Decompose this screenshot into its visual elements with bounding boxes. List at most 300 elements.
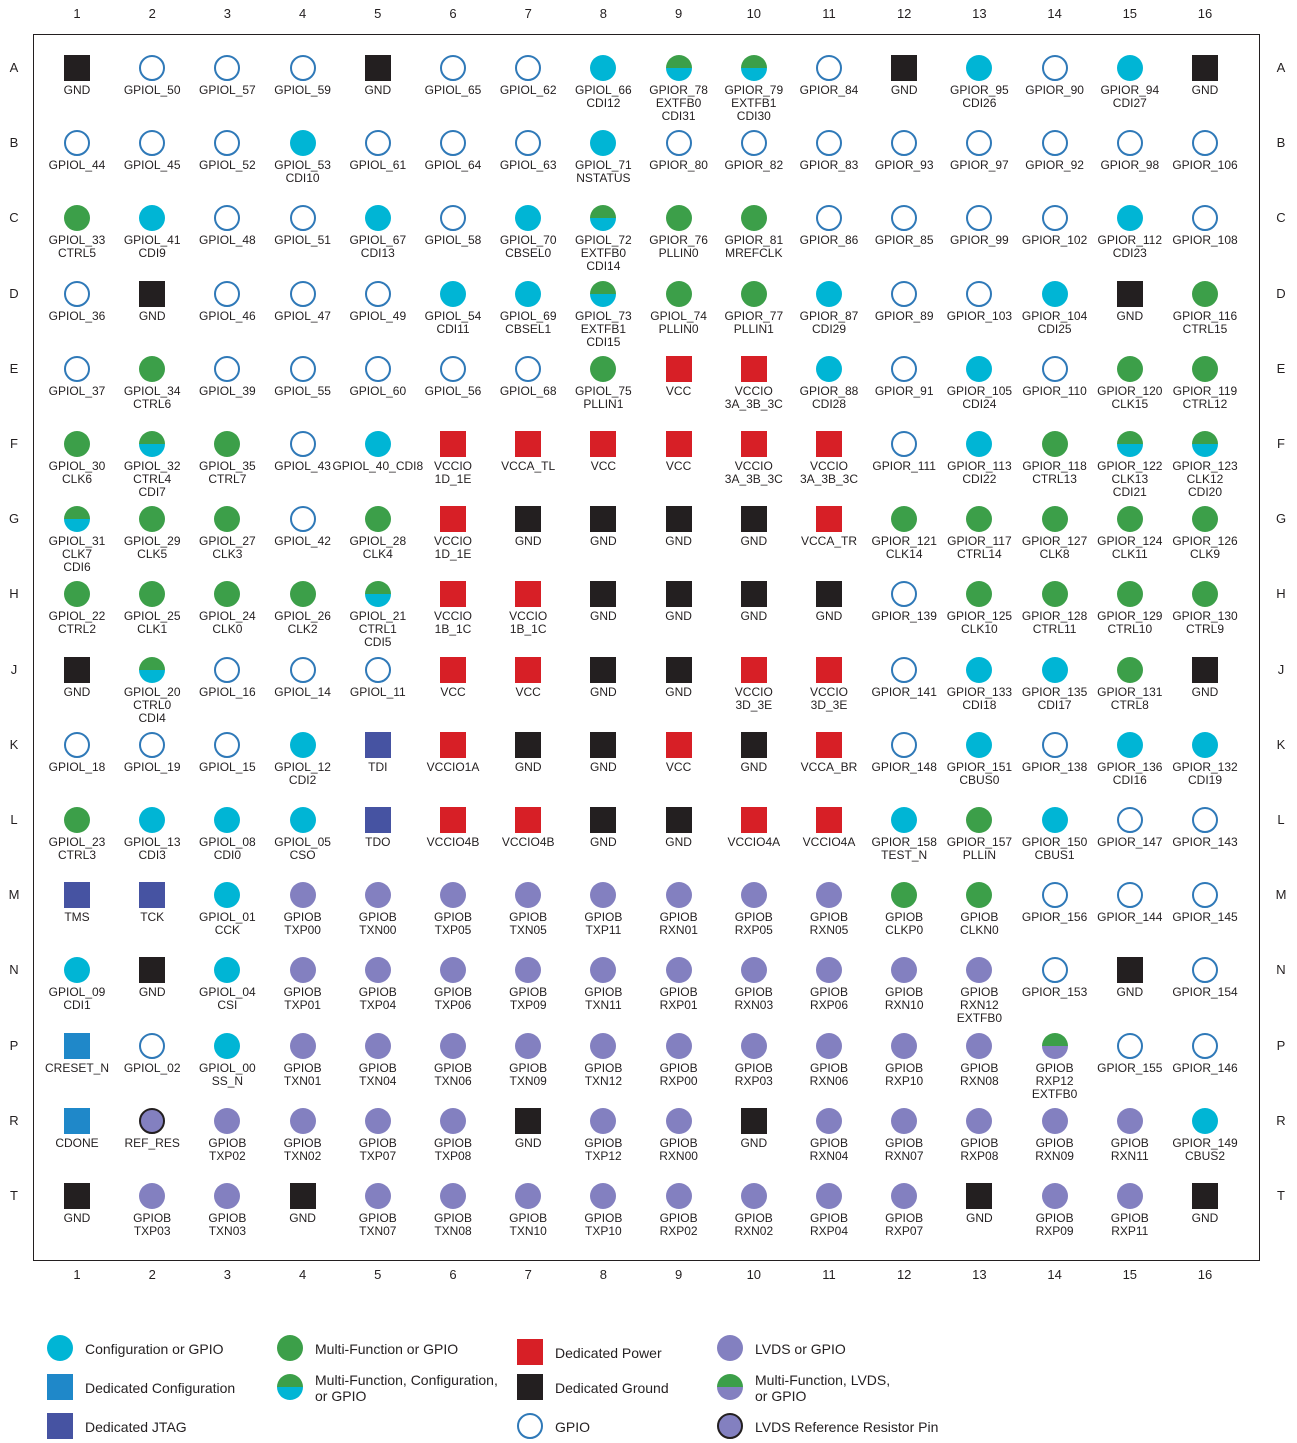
pin-circle-marker	[891, 581, 917, 607]
pin-circle-marker	[1192, 1108, 1218, 1134]
pin-label-line: GPIOL_05	[274, 835, 331, 849]
pin-label-line: CTRL12	[1182, 396, 1228, 411]
pin-label-line: GPIOB	[734, 910, 773, 925]
pin-circle-marker	[816, 1183, 842, 1209]
legend-label-line: Multi-Function, LVDS,	[755, 1372, 891, 1388]
pin-label-line: CDI5	[364, 635, 392, 650]
pin-label-line: CTRL10	[1107, 622, 1153, 637]
pin-label-line: GPIOB	[1035, 1211, 1074, 1225]
pin-label-line: GPIOR_112	[1097, 233, 1163, 248]
pin-circle-marker	[214, 957, 240, 983]
pin-square-marker	[741, 356, 767, 382]
pin-label-line: GPIOB	[885, 1135, 924, 1150]
pin-circle-marker	[741, 205, 767, 231]
pin-circle-marker	[440, 205, 466, 231]
pin-label-line: GPIOL_47	[274, 308, 331, 323]
pin-label-line: GPIOR_80	[649, 158, 708, 173]
pin-circle-marker	[666, 882, 692, 908]
pin-T16	[1165, 1183, 1245, 1253]
pin-label-line: GPIOL_30	[48, 459, 106, 473]
row-label-left: H	[9, 586, 19, 602]
pin-label-line: GPIOL_32	[123, 459, 181, 473]
pin-label-line: EXTFB0	[580, 246, 627, 261]
legend-label	[85, 1380, 235, 1396]
pin-label-line: GPIOB	[584, 985, 623, 1000]
pin-label	[1155, 84, 1255, 97]
column-label-bottom: 13	[972, 1267, 987, 1282]
pin-label-line: EXTFB0	[956, 1011, 1003, 1026]
pin-label-line: GPIOL_63	[499, 158, 557, 173]
pin-label-line: CDI16	[1112, 772, 1147, 787]
legend-swatch	[47, 1335, 73, 1361]
pin-circle-marker	[290, 732, 316, 758]
pin-F16	[1165, 431, 1245, 501]
column-label-bottom: 15	[1122, 1267, 1138, 1282]
pin-label-line: CDI6	[63, 560, 91, 575]
pin-circle-marker	[365, 957, 391, 983]
pin-label-line: RXN00	[659, 1148, 698, 1163]
pin-square-marker	[440, 732, 466, 758]
pin-square-marker	[816, 732, 842, 758]
pin-label-line: CTRL15	[1182, 321, 1228, 336]
pin-label-line: GPIOR_141	[871, 684, 937, 699]
pin-circle-marker	[440, 356, 466, 382]
pin-label-line: GND	[138, 308, 166, 323]
pin-label-line: GPIOB	[659, 910, 698, 925]
pin-label-line: GPIOR_97	[950, 158, 1009, 173]
legend-label	[555, 1380, 669, 1396]
row-label-right: L	[1277, 812, 1285, 827]
pin-label-line: CLK3	[212, 547, 243, 562]
column-label-bottom: 4	[298, 1267, 307, 1282]
pin-label-line: GPIOB	[1035, 1135, 1074, 1150]
pin-circle-marker	[139, 732, 165, 758]
pin-label-line: GPIOL_01	[199, 910, 256, 925]
pin-label-line: GND	[665, 534, 692, 549]
pin-circle-marker	[741, 957, 767, 983]
pin-circle-marker	[214, 807, 240, 833]
pin-label-line: CSO	[289, 848, 316, 862]
pin-label	[1155, 1212, 1255, 1225]
pin-square-marker	[741, 581, 767, 607]
pin-label-line: GND	[63, 83, 91, 97]
pin-label-line: CLK4	[362, 547, 393, 562]
pin-label-line: GPIOR_146	[1172, 1060, 1238, 1075]
pin-label-line: GPIOL_25	[123, 609, 181, 624]
pin-square-marker	[590, 581, 616, 607]
pin-label-line: GPIOL_37	[48, 383, 106, 398]
pin-label-line: REF_RES	[124, 1135, 180, 1150]
column-label-top: 14	[1047, 6, 1062, 21]
pin-label-line: GPIOR_91	[874, 383, 934, 398]
pin-square-marker	[666, 807, 692, 833]
pin-label-line: GPIOL_11	[349, 684, 406, 699]
pin-label-line: CBUS0	[959, 772, 1000, 787]
row-label-left: C	[9, 210, 19, 226]
pin-label-line: CTRL5	[57, 246, 96, 261]
pin-label-line: GPIOR_122	[1097, 459, 1163, 473]
pin-label-line: GPIOL_36	[48, 308, 106, 323]
pin-label-line: GPIOL_09	[48, 985, 106, 1000]
pin-square-marker	[64, 1033, 90, 1059]
pin-label-line: GPIOL_66	[575, 83, 632, 97]
pin-circle-marker	[741, 1183, 767, 1209]
pin-label	[1155, 535, 1255, 561]
pin-label-line: GPIOL_44	[48, 158, 106, 173]
column-label-top: 12	[896, 6, 912, 21]
pin-circle-marker	[966, 281, 992, 307]
row-label-right: B	[1276, 135, 1286, 151]
pin-circle-marker	[139, 1033, 165, 1059]
pin-circle-marker	[816, 1033, 842, 1059]
pin-label-line: GPIOB	[509, 1211, 548, 1225]
pin-label-line: GPIOR_135	[1021, 684, 1088, 699]
pin-label-line: GPIOB	[659, 1211, 698, 1225]
pin-circle-marker	[741, 281, 767, 307]
pin-label-line: GPIOR_83	[799, 158, 859, 173]
pin-label-line: TDO	[365, 835, 391, 849]
pin-label	[1155, 986, 1255, 999]
column-label-top: 4	[298, 6, 307, 21]
pin-label-line: GPIOR_78	[649, 83, 708, 97]
pin-circle-marker	[290, 55, 316, 81]
pin-square-marker	[816, 657, 842, 683]
pin-label-line: GPIOL_28	[349, 534, 407, 549]
row-label-left: T	[10, 1188, 18, 1203]
pin-circle-marker	[966, 1033, 992, 1059]
pin-label-line: GPIOB	[885, 985, 924, 1000]
pin-label-line: GPIOL_39	[199, 383, 256, 398]
pin-label-line: GPIOL_65	[424, 83, 482, 97]
pin-label-line: CDI27	[1112, 96, 1147, 110]
pin-label-line: RXN10	[884, 998, 924, 1013]
pin-circle-marker	[515, 957, 541, 983]
pin-label-line: CTRL0	[133, 697, 172, 712]
pin-square-marker	[590, 732, 616, 758]
pin-label	[1155, 686, 1255, 699]
pin-square-marker	[440, 807, 466, 833]
pin-label-line: CTRL6	[133, 396, 172, 411]
pin-circle-marker	[365, 657, 391, 683]
pin-square-marker	[816, 807, 842, 833]
pin-label-line: CDI1	[63, 998, 91, 1013]
legend-label-line: or GPIO	[755, 1388, 807, 1404]
pin-square-marker	[590, 657, 616, 683]
pin-label-line: GPIOB	[208, 1211, 247, 1225]
pin-circle-marker	[1117, 1108, 1143, 1134]
legend-swatch	[277, 1374, 303, 1400]
pin-circle-marker	[966, 1108, 992, 1134]
row-label-right: H	[1276, 586, 1286, 602]
column-label-top: 16	[1197, 6, 1213, 21]
pin-label-line: GPIOL_54	[424, 308, 482, 323]
legend-label-line: GPIO	[555, 1419, 591, 1435]
pin-label-line: RXN03	[734, 998, 774, 1013]
pin-G16	[1165, 506, 1245, 576]
pin-label-line: GPIOL_73	[575, 308, 632, 323]
pin-label-line: GND	[740, 609, 768, 624]
column-label-top: 15	[1122, 6, 1138, 21]
pin-label-line: CTRL1	[358, 622, 397, 637]
column-label-top: 7	[524, 6, 532, 21]
pin-label-line: GND	[1191, 1211, 1219, 1225]
pin-label-line: GPIOR_124	[1097, 534, 1163, 549]
pin-circle-marker	[1042, 581, 1068, 607]
pin-K16	[1165, 732, 1245, 802]
pin-label-line: CDI24	[962, 396, 997, 411]
pin-circle-marker	[966, 882, 992, 908]
pin-label-line: PLLIN1	[583, 396, 624, 411]
pin-circle-marker	[666, 281, 692, 307]
column-label-bottom: 16	[1197, 1267, 1213, 1282]
pin-label-line: VCCIO4A	[802, 835, 856, 849]
pin-circle-marker	[214, 732, 240, 758]
pin-label-line: CDI14	[586, 259, 621, 274]
pin-label-line: PLLIN	[962, 848, 997, 862]
legend-label-line: Dedicated Ground	[555, 1380, 669, 1396]
pin-label-line: GPIOL_46	[199, 308, 256, 323]
column-label-top: 5	[374, 6, 382, 21]
pin-label-line: GPIOR_90	[1025, 83, 1084, 97]
pin-circle-marker	[590, 356, 616, 382]
pin-label-line: GPIOR_147	[1097, 835, 1163, 849]
pin-label-line: GPIOR_148	[871, 759, 937, 774]
row-label-right: D	[1276, 285, 1286, 301]
pin-circle-marker	[139, 205, 165, 231]
pin-label-line: GPIOR_82	[724, 158, 784, 173]
pin-square-marker	[891, 55, 917, 81]
pin-label-line: RXP04	[809, 1224, 849, 1238]
pin-label-line: GPIOL_74	[650, 308, 707, 323]
pin-label-line: GND	[1116, 985, 1144, 1000]
pin-label-line: GPIOL_51	[274, 233, 331, 248]
column-label-bottom: 10	[746, 1267, 762, 1282]
pin-label-line: GPIOL_22	[48, 609, 106, 624]
pin-square-marker	[966, 1183, 992, 1209]
pin-circle-marker	[214, 1108, 240, 1134]
pin-label-line: GPIOR_87	[799, 308, 859, 323]
column-label-bottom: 6	[449, 1267, 457, 1282]
pin-label-line: CDI17	[1037, 697, 1072, 712]
pin-label-line: GPIOL_02	[123, 1060, 181, 1075]
pin-label-line: VCCIO	[433, 459, 472, 473]
pin-label	[1155, 1137, 1255, 1163]
pin-label-line: RXP07	[885, 1224, 924, 1238]
pin-label-line: GPIOB	[358, 1060, 397, 1075]
pin-circle-marker	[1117, 732, 1143, 758]
pin-label-line: GPIOB	[1035, 1060, 1074, 1075]
pin-label-line: GPIOL_19	[123, 759, 181, 774]
pin-label	[1155, 911, 1255, 924]
pin-label-line: CLK7	[61, 547, 93, 562]
pin-label-line: GPIOL_58	[424, 233, 482, 248]
legend-swatch	[517, 1339, 543, 1365]
pin-label-line: GPIOB	[584, 1060, 623, 1075]
pin-circle-marker	[365, 356, 391, 382]
pin-label-line: GPIOR_150	[1021, 835, 1088, 849]
pin-square-marker	[365, 732, 391, 758]
pin-circle-marker	[966, 506, 992, 532]
pin-label-line: GPIOR_153	[1021, 985, 1088, 1000]
pin-square-marker	[515, 807, 541, 833]
pin-circle-marker	[1117, 657, 1143, 683]
pin-circle-marker	[139, 55, 165, 81]
row-label-left: R	[9, 1112, 19, 1128]
pin-label-line: GPIOL_50	[123, 83, 181, 97]
column-label-bottom: 9	[674, 1267, 683, 1282]
pin-label-line: PLLIN1	[733, 321, 774, 336]
pin-square-marker	[741, 657, 767, 683]
pin-label-line: GPIOR_126	[1172, 534, 1238, 549]
pin-label-line: GPIOR_79	[724, 83, 784, 97]
pin-label-line: GND	[665, 684, 692, 699]
pin-circle-marker	[1042, 732, 1068, 758]
pin-circle-marker	[290, 130, 316, 156]
legend-label	[315, 1372, 498, 1404]
pin-label-line: CDONE	[55, 1135, 99, 1150]
pin-label-line: EXTFB0	[655, 96, 702, 110]
pin-label-line: VCCIO	[809, 459, 848, 473]
pin-circle-marker	[891, 1183, 917, 1209]
pin-circle-marker	[139, 130, 165, 156]
pin-circle-marker	[290, 807, 316, 833]
row-label-left: G	[8, 511, 20, 527]
pin-circle-marker	[290, 1033, 316, 1059]
pin-label-line: GPIOL_40_CDI8	[332, 459, 424, 473]
pin-label-line: GPIOR_77	[724, 308, 784, 323]
pin-circle-marker	[590, 957, 616, 983]
pin-label-line: CRESET_N	[44, 1060, 109, 1075]
pin-circle-marker	[1192, 281, 1218, 307]
row-label-right: C	[1276, 210, 1286, 226]
pin-label-line: GPIOB	[358, 1211, 397, 1225]
pin-label-line: CDI12	[586, 96, 621, 110]
pin-square-marker	[64, 882, 90, 908]
pin-circle-marker	[440, 1183, 466, 1209]
pin-label-line: VCC	[590, 459, 617, 473]
pin-label-line: GPIOR_105	[946, 383, 1013, 398]
pin-label-line: CTRL13	[1032, 472, 1077, 486]
column-label-top: 1	[73, 6, 81, 21]
pin-circle-marker	[590, 1108, 616, 1134]
pin-square-marker	[741, 431, 767, 457]
pin-label-line: GND	[890, 83, 918, 97]
pin-label-line: TXN00	[359, 923, 397, 938]
pin-label-line: CSI	[217, 998, 238, 1013]
pin-label-line: GPIOL_48	[199, 233, 256, 248]
pin-label-line: TCK	[140, 910, 165, 925]
pin-circle-marker	[966, 657, 992, 683]
pin-label-line: GPIOR_123	[1172, 459, 1238, 473]
pin-label-line: GPIOR_156	[1021, 910, 1088, 925]
pin-square-marker	[741, 506, 767, 532]
pin-circle-marker	[741, 130, 767, 156]
pin-label-line: GPIOL_33	[48, 233, 106, 248]
row-label-right: N	[1276, 962, 1286, 978]
pin-circle-marker	[290, 1108, 316, 1134]
pin-label-line: GND	[966, 1211, 993, 1225]
pin-label	[1155, 1062, 1255, 1075]
pin-label-line: VCC	[440, 684, 466, 699]
pin-circle-marker	[1042, 205, 1068, 231]
pin-label-line: GPIOB	[509, 1060, 548, 1075]
pin-label-line: CDI18	[962, 697, 997, 712]
pin-label-line: VCCIO4B	[426, 835, 480, 849]
pin-label-line: GND	[289, 1211, 316, 1225]
pin-label-line: RXP01	[659, 998, 698, 1013]
pin-label-line: GPIOR_85	[874, 233, 934, 248]
column-label-bottom: 8	[599, 1267, 607, 1282]
pin-square-marker	[741, 807, 767, 833]
row-label-right: T	[1277, 1188, 1285, 1203]
pin-label-line: CTRL4	[133, 472, 172, 486]
pin-label-line: CDI4	[138, 710, 166, 725]
pin-circle-marker	[891, 732, 917, 758]
pin-label-line: GND	[590, 684, 617, 699]
pin-label-line: GPIOR_133	[946, 684, 1013, 699]
legend-label	[85, 1341, 224, 1357]
pin-circle-marker	[891, 882, 917, 908]
pin-label-line: CDI30	[736, 109, 771, 123]
pin-circle-marker	[365, 205, 391, 231]
pin-label-line: GPIOR_155	[1097, 1060, 1163, 1075]
pin-label-line: GPIOR_144	[1097, 910, 1163, 925]
pin-circle-marker	[1192, 1033, 1218, 1059]
pin-label-line: GPIOB	[283, 985, 322, 1000]
pin-label-line: GPIOB	[734, 1060, 773, 1075]
pin-label-line: GPIOL_72	[575, 233, 632, 248]
pin-label-line: TXP05	[434, 923, 472, 938]
pin-label-line: CDI21	[1112, 485, 1147, 499]
pin-label-line: RXN08	[960, 1073, 999, 1088]
pin-label-line: GPIOR_103	[946, 308, 1013, 323]
pin-label-line: RXP06	[809, 998, 849, 1013]
pin-circle-marker	[891, 1033, 917, 1059]
pin-square-marker	[666, 356, 692, 382]
column-label-top: 10	[746, 6, 762, 21]
pin-label-line: GND	[590, 534, 617, 549]
pin-label-line: PLLIN0	[658, 246, 699, 261]
pin-label-line: CLK12	[1186, 472, 1224, 486]
row-label-left: F	[10, 436, 18, 451]
pin-label-line: TXP00	[284, 923, 321, 938]
pin-circle-marker	[891, 957, 917, 983]
pin-label-line: GPIOL_62	[499, 83, 557, 97]
legend-label	[755, 1341, 846, 1357]
pin-label-line: 1D_1E	[434, 547, 472, 562]
pin-label-line: TXN07	[359, 1224, 397, 1238]
pin-label-line: CDI31	[661, 109, 696, 123]
pin-label-line: CDI28	[811, 396, 846, 411]
pin-label-line: RXP02	[659, 1224, 698, 1238]
pin-label-line: GPIOL_45	[123, 158, 181, 173]
pin-circle-marker	[1042, 506, 1068, 532]
pin-circle-marker	[966, 130, 992, 156]
pin-label-line: TXP09	[509, 998, 547, 1013]
pin-circle-marker	[139, 657, 165, 683]
pin-label-line: GPIOB	[358, 910, 397, 925]
column-label-top: 2	[148, 6, 156, 21]
pin-label-line: GPIOR_117	[947, 534, 1012, 549]
pin-label-line: CLK15	[1111, 396, 1149, 411]
pin-square-marker	[139, 957, 165, 983]
pin-label-line: GPIOR_88	[799, 383, 859, 398]
pin-label-line: GPIOB	[584, 1211, 623, 1225]
legend-label	[755, 1419, 938, 1435]
legend-swatch	[517, 1374, 543, 1400]
pin-label-line: TXN06	[434, 1073, 472, 1088]
pin-label-line: GND	[590, 835, 617, 849]
